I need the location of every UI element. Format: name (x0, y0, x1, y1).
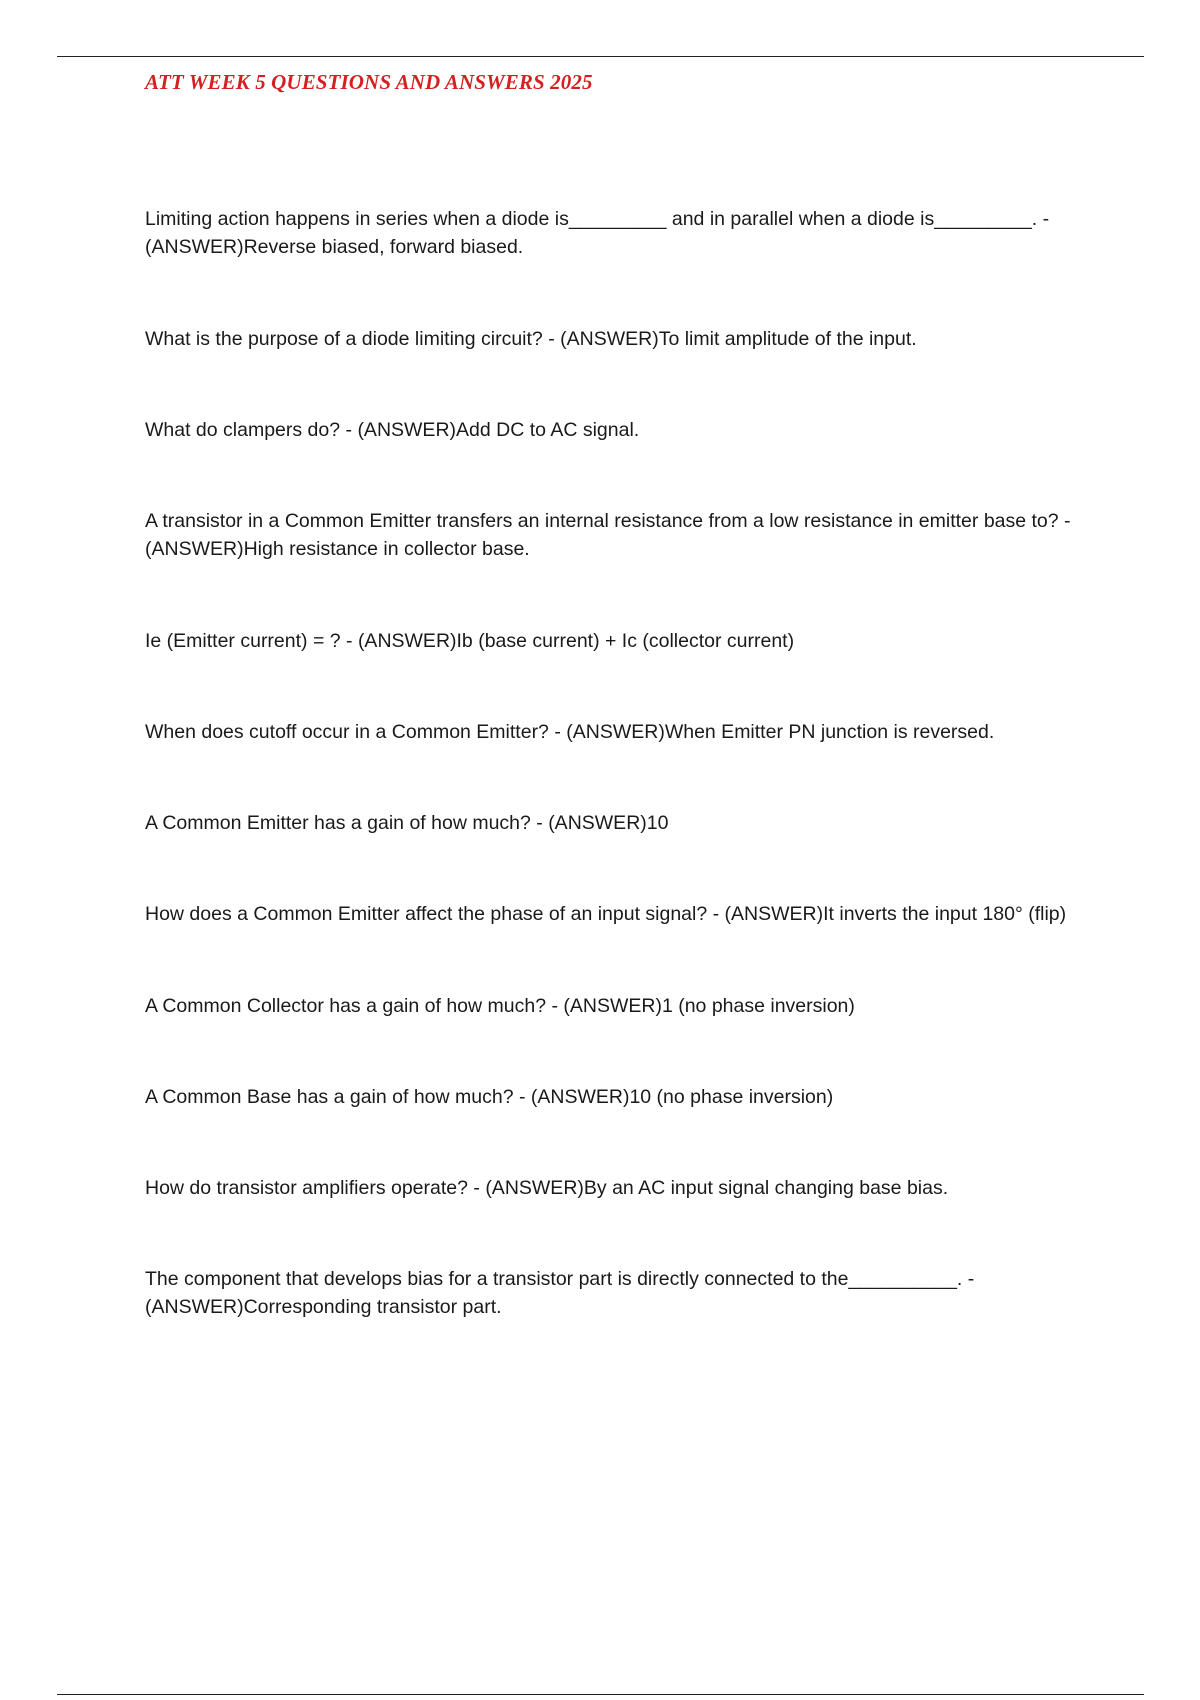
answer-text: (ANSWER)1 (no phase inversion) (563, 995, 855, 1017)
qa-item (145, 1083, 1075, 1111)
answer-text: (ANSWER)Corresponding transistor part. (145, 1296, 502, 1318)
question-text: When does cutoff occur in a Common Emitter? - (145, 721, 561, 743)
answer-text: (ANSWER)To limit amplitude of the input. (560, 328, 917, 350)
qa-item (145, 900, 1075, 928)
answer-text: (ANSWER)By an AC input signal changing base bias. (485, 1177, 949, 1199)
question-text: A transistor in a Common Emitter transfers an internal resistance from a low resistance in emitter base to? - (145, 510, 1071, 532)
document-title: ATT WEEK 5 QUESTIONS AND ANSWERS 2025 (145, 70, 593, 94)
qa-item (145, 205, 1075, 261)
qa-item (145, 718, 1075, 746)
question-text: How do transistor amplifiers operate? - (145, 1177, 480, 1199)
question-text: A Common Emitter has a gain of how much? - (145, 812, 543, 834)
question-text: Limiting action happens in series when a diode is_________ and in parallel when a diode is_________. - (145, 208, 1050, 230)
answer-text: (ANSWER)When Emitter PN junction is reversed. (566, 721, 995, 743)
footer-rule (57, 1694, 1144, 1695)
question-text: A Common Base has a gain of how much? - (145, 1086, 526, 1108)
qa-item (145, 809, 1075, 837)
qa-item (145, 416, 1075, 444)
question-text: What do clampers do? - (145, 419, 353, 441)
header-rule (57, 56, 1144, 57)
answer-text: (ANSWER)Ib (base current) + Ic (collector current) (357, 630, 795, 652)
qa-item (145, 1265, 1075, 1321)
answer-text: (ANSWER)10 (no phase inversion) (530, 1086, 834, 1108)
question-text: A Common Collector has a gain of how much? - (145, 995, 558, 1017)
qa-list (145, 205, 1075, 1385)
qa-item (145, 627, 1075, 655)
question-text: How does a Common Emitter affect the phase of an input signal? - (145, 903, 720, 925)
answer-text: (ANSWER)It inverts the input 180° (flip) (724, 903, 1067, 925)
answer-text: (ANSWER)10 (548, 812, 669, 834)
qa-item (145, 507, 1075, 563)
question-text: What is the purpose of a diode limiting circuit? - (145, 328, 555, 350)
answer-text: (ANSWER)High resistance in collector base. (145, 538, 530, 560)
question-text: Ie (Emitter current) = ? - (145, 630, 353, 652)
answer-text: (ANSWER)Reverse biased, forward biased. (145, 236, 524, 258)
answer-text: (ANSWER)Add DC to AC signal. (357, 419, 640, 441)
question-text: The component that develops bias for a transistor part is directly connected to the__________. - (145, 1268, 975, 1290)
qa-item (145, 1174, 1075, 1202)
qa-item (145, 992, 1075, 1020)
qa-item (145, 325, 1075, 353)
